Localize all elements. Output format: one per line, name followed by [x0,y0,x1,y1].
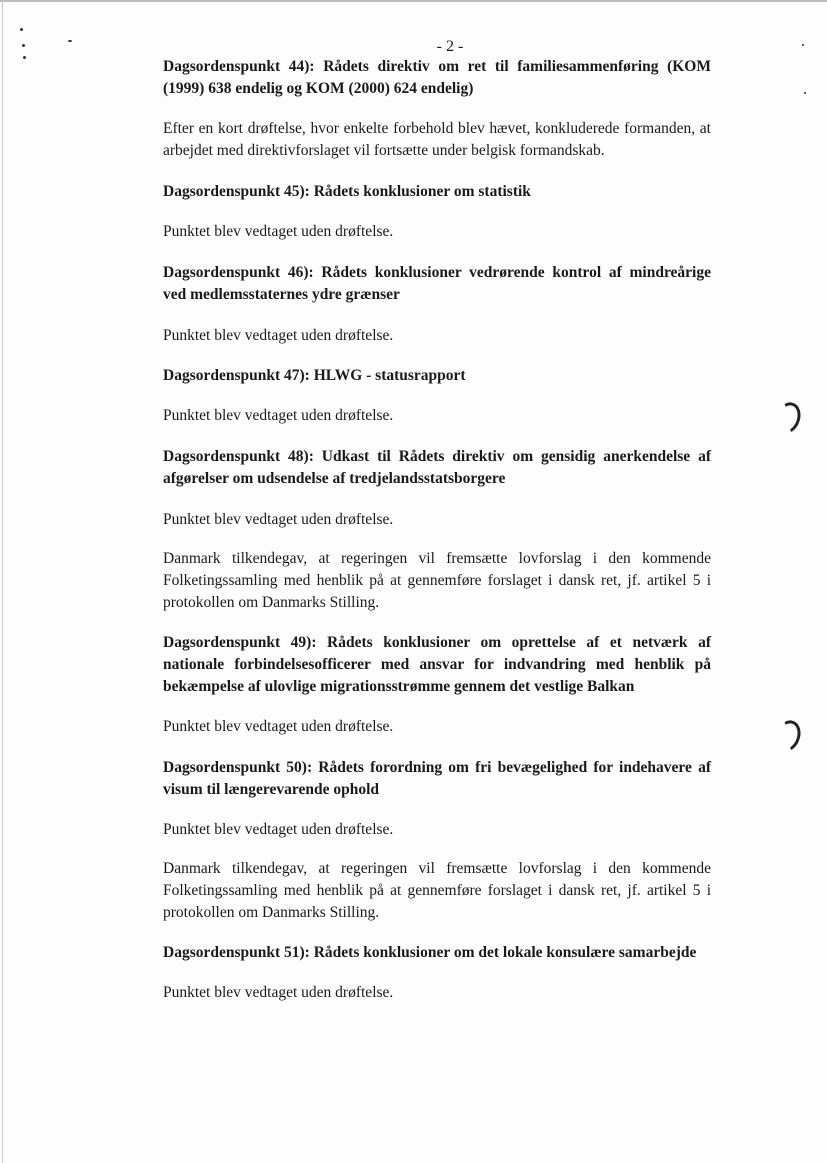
scan-left-edge [2,0,3,1163]
agenda-item-49 [163,632,711,738]
agenda-item-heading: Dagsordenspunkt 44): Rådets direktiv om ret til familiesammenføring (KOM (1999) 638 endelig og KOM (2000) 624 endelig) [163,58,711,97]
scan-speck [804,92,806,94]
agenda-item-paragraph: Punktet blev vedtaget uden drøftelse. [163,718,394,735]
agenda-item-paragraph: Danmark tilkendegav, at regeringen vil fremsætte lovforslag i den kommende Folketingssamling med henblik på at gennemføre forslaget i dansk ret, jf. artikel 5 i protokollen om Danmarks Stilling. [163,550,711,611]
agenda-item-heading: Dagsordenspunkt 46): Rådets konklusioner vedrørende kontrol af mindreårige ved medlemsstaternes ydre grænser [163,264,711,303]
punch-hole-mark [771,717,804,755]
page-number: - 2 - [436,38,464,55]
agenda-item-heading: Dagsordenspunkt 49): Rådets konklusioner om oprettelse af et netværk af nationale forbindelsesofficerer med ansvar for indvandring med henblik på bekæmpelse af ulovlige migrationsstrømme gennem det vestlige Balkan [163,634,711,695]
agenda-item-heading: Dagsordenspunkt 45): Rådets konklusioner om statistik [163,183,531,200]
agenda-item-51 [163,942,711,1004]
agenda-item-paragraph: Punktet blev vedtaget uden drøftelse. [163,821,394,838]
agenda-item-heading: Dagsordenspunkt 51): Rådets konklusioner om det lokale konsulære samarbejde [163,944,697,961]
agenda-item-paragraph: Punktet blev vedtaget uden drøftelse. [163,327,394,344]
agenda-item-paragraph: Punktet blev vedtaget uden drøftelse. [163,511,394,528]
agenda-item-44 [163,56,711,162]
agenda-item-50 [163,757,711,924]
agenda-item-paragraph: Punktet blev vedtaget uden drøftelse. [163,407,394,424]
scan-speck [20,28,23,31]
agenda-item-46 [163,262,711,347]
agenda-item-paragraph: Punktet blev vedtaget uden drøftelse. [163,223,394,240]
punch-hole-mark [771,399,804,437]
agenda-item-paragraph: Efter en kort drøftelse, hvor enkelte forbehold blev hævet, konkluderede formanden, at arbejdet med direktivforslaget vil fortsætte under belgisk formandskab. [163,120,711,159]
agenda-item-paragraph: Danmark tilkendegav, at regeringen vil fremsætte lovforslag i den kommende Folketingssamling med henblik på at gennemføre forslaget i dansk ret, jf. artikel 5 i protokollen om Danmarks Stilling. [163,860,711,921]
agenda-item-heading: Dagsordenspunkt 48): Udkast til Rådets direktiv om gensidig anerkendelse af afgørelser om udsendelse af tredjelandsstatsborgere [163,448,711,487]
agenda-item-45 [163,181,711,243]
scan-top-edge [0,0,827,2]
document-body [163,56,711,1004]
agenda-item-48 [163,446,711,614]
agenda-item-heading: Dagsordenspunkt 50): Rådets forordning om fri bevægelighed for indehavere af visum til længerevarende ophold [163,759,711,798]
scan-speck [23,56,26,59]
agenda-item-47 [163,365,711,427]
agenda-item-heading: Dagsordenspunkt 47): HLWG - statusrapport [163,367,466,384]
agenda-item-paragraph: Punktet blev vedtaget uden drøftelse. [163,984,394,1001]
